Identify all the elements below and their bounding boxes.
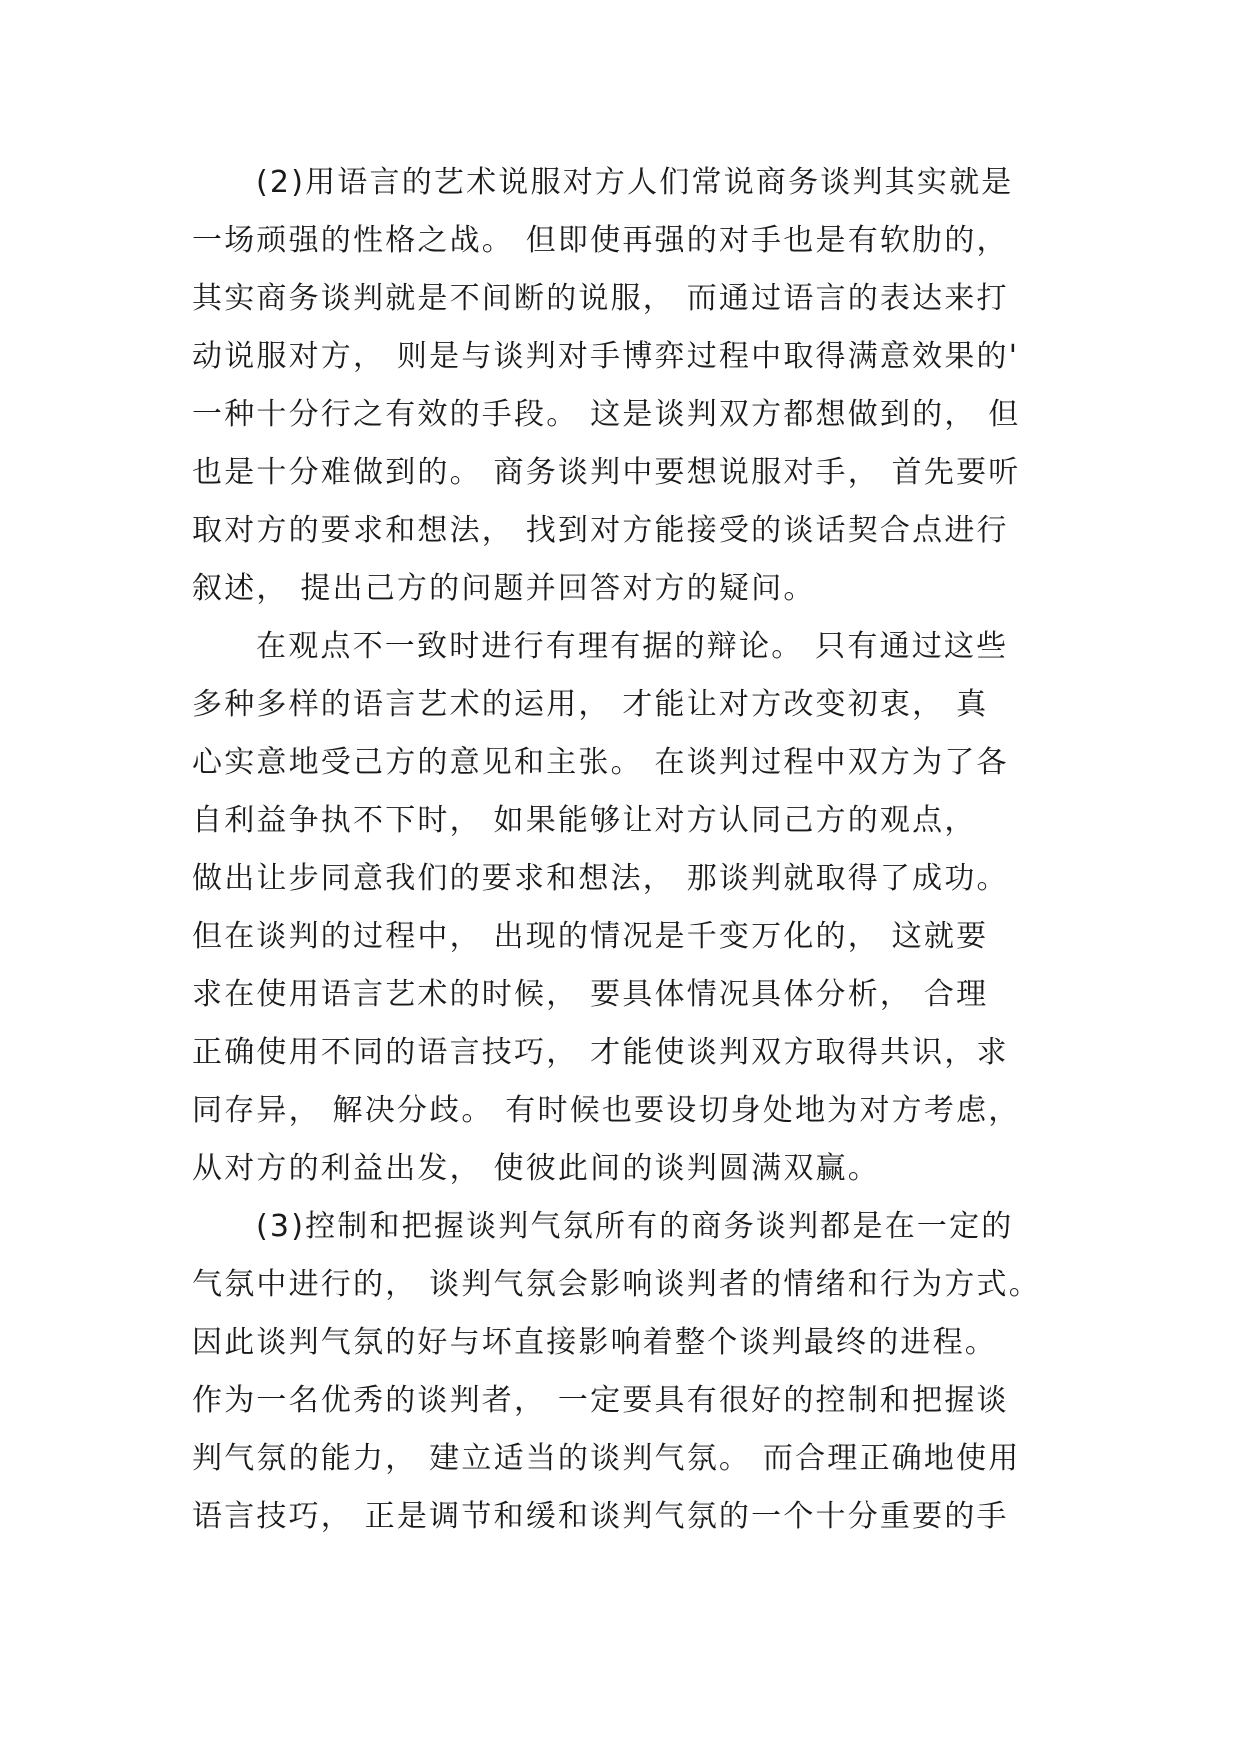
text-line: 动说服对方， 则是与谈判对手博弈过程中取得满意效果的' (192, 339, 1020, 374)
text-line: (2)用语言的艺术说服对方人们常说商务谈判其实就是 (256, 165, 1014, 200)
text-line: 气氛中进行的， 谈判气氛会影响谈判者的情绪和行为方式。 (192, 1267, 1041, 1302)
text-line: 正确使用不同的语言技巧， 才能使谈判双方取得共识，求 (192, 1035, 1009, 1070)
text-line: 其实商务谈判就是不间断的说服， 而通过语言的表达来打 (192, 281, 1009, 316)
text-line: 取对方的要求和想法， 找到对方能接受的谈话契合点进行 (192, 513, 1009, 548)
text-line: (3)控制和把握谈判气氛所有的商务谈判都是在一定的 (256, 1209, 1014, 1244)
text-line: 判气氛的能力， 建立适当的谈判气氛。 而合理正确地使用 (192, 1441, 1021, 1476)
text-line: 也是十分难做到的。 商务谈判中要想说服对手， 首先要听 (192, 455, 1021, 490)
text-line: 一种十分行之有效的手段。 这是谈判双方都想做到的， 但 (192, 397, 1021, 432)
text-line: 在观点不一致时进行有理有据的辩论。 只有通过这些 (256, 629, 1009, 664)
text-line: 叙述， 提出己方的问题并回答对方的疑问。 (192, 571, 816, 606)
text-line: 同存异， 解决分歧。 有时候也要设切身处地为对方考虑， (192, 1093, 1021, 1128)
text-line: 但在谈判的过程中， 出现的情况是千变万化的， 这就要 (192, 919, 989, 954)
text-line: 自利益争执不下时， 如果能够让对方认同己方的观点， (192, 803, 977, 838)
text-line: 求在使用语言艺术的时候， 要具体情况具体分析， 合理 (192, 977, 989, 1012)
text-line: 一场顽强的性格之战。 但即使再强的对手也是有软肋的， (192, 223, 1009, 258)
text-line: 多种多样的语言艺术的运用， 才能让对方改变初衷， 真 (192, 687, 989, 722)
text-line: 作为一名优秀的谈判者， 一定要具有很好的控制和把握谈 (192, 1383, 1009, 1418)
text-line: 从对方的利益出发， 使彼此间的谈判圆满双赢。 (192, 1151, 880, 1186)
text-line: 心实意地受己方的意见和主张。 在谈判过程中双方为了各 (192, 745, 1009, 780)
body-text (192, 154, 1052, 1546)
text-line: 做出让步同意我们的要求和想法， 那谈判就取得了成功。 (192, 861, 1009, 896)
text-line: 因此谈判气氛的好与坏直接影响着整个谈判最终的进程。 (192, 1325, 997, 1360)
text-line: 语言技巧， 正是调节和缓和谈判气氛的一个十分重要的手 (192, 1499, 1009, 1534)
